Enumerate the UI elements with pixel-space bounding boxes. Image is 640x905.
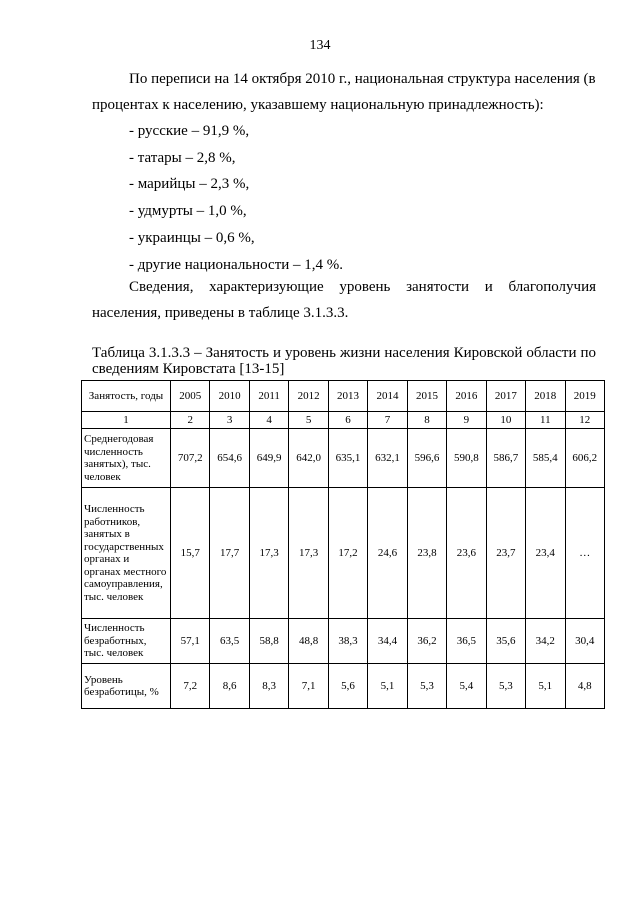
data-cell: 635,1 — [328, 429, 367, 488]
data-cell: 17,2 — [328, 488, 367, 619]
data-cell: 36,5 — [447, 619, 486, 664]
list-item: - удмурты – 1,0 %, — [129, 203, 247, 220]
data-cell: 606,2 — [565, 429, 604, 488]
data-cell: 5,4 — [447, 664, 486, 709]
nationality-list — [129, 118, 343, 278]
data-cell: 596,6 — [407, 429, 446, 488]
intro-paragraph: По переписи на 14 октября 2010 г., национальная структура населения (в процентах к населению, указавшему национальную принадлежность): — [92, 71, 596, 113]
data-cell: 36,2 — [407, 619, 446, 664]
list-item: - украинцы – 0,6 %, — [129, 229, 255, 246]
year-header-cell: 2019 — [565, 381, 604, 412]
data-cell: 649,9 — [249, 429, 288, 488]
data-cell: 632,1 — [368, 429, 407, 488]
data-cell: 34,4 — [368, 619, 407, 664]
year-header-cell: 2018 — [526, 381, 565, 412]
list-item: - марийцы – 2,3 %, — [129, 176, 250, 193]
data-cell: 5,1 — [368, 664, 407, 709]
column-number-cell: 2 — [171, 412, 210, 429]
column-number-cell: 12 — [565, 412, 604, 429]
list-item: - русские – 91,9 %, — [129, 123, 250, 139]
data-cell: 63,5 — [210, 619, 249, 664]
table-row — [82, 429, 605, 488]
row-label: Среднегодовая численность занятых), тыс. человек — [82, 429, 171, 488]
data-cell: 24,6 — [368, 488, 407, 619]
column-number-cell: 6 — [328, 412, 367, 429]
year-header-cell: 2017 — [486, 381, 525, 412]
year-header-cell: 2016 — [447, 381, 486, 412]
data-cell: 585,4 — [526, 429, 565, 488]
column-number-cell: 10 — [486, 412, 525, 429]
year-header-cell: 2014 — [368, 381, 407, 412]
corner-header-cell: Занятость, годы — [82, 381, 171, 412]
column-number-cell: 4 — [249, 412, 288, 429]
column-number-cell: 8 — [407, 412, 446, 429]
data-cell: 7,1 — [289, 664, 328, 709]
data-cell: 5,3 — [407, 664, 446, 709]
data-cell: 5,1 — [526, 664, 565, 709]
data-cell: 35,6 — [486, 619, 525, 664]
row-label: Численность работников, занятых в государственных органах и органах местного самоуправления, тыс. человек — [82, 488, 171, 619]
data-cell: 4,8 — [565, 664, 604, 709]
table-row — [82, 488, 605, 619]
data-cell: 5,6 — [328, 664, 367, 709]
data-cell: 23,6 — [447, 488, 486, 619]
table-header-row — [82, 381, 605, 412]
data-cell: 8,3 — [249, 664, 288, 709]
list-item: - татары – 2,8 %, — [129, 149, 236, 166]
column-number-cell: 9 — [447, 412, 486, 429]
table-row — [82, 664, 605, 709]
data-cell: 48,8 — [289, 619, 328, 664]
year-header-cell: 2011 — [249, 381, 288, 412]
data-cell: 57,1 — [171, 619, 210, 664]
data-cell: 707,2 — [171, 429, 210, 488]
data-cell: 7,2 — [171, 664, 210, 709]
column-number-cell: 7 — [368, 412, 407, 429]
column-number-cell: 1 — [82, 412, 171, 429]
table-row — [82, 619, 605, 664]
data-cell: 8,6 — [210, 664, 249, 709]
employment-table — [81, 380, 605, 709]
data-cell: 654,6 — [210, 429, 249, 488]
column-number-cell: 3 — [210, 412, 249, 429]
column-number-cell: 11 — [526, 412, 565, 429]
list-item: - другие национальности – 1,4 %. — [129, 256, 344, 273]
row-label: Уровень безработицы, % — [82, 664, 171, 709]
year-header-cell: 2010 — [210, 381, 249, 412]
data-cell: … — [565, 488, 604, 619]
table-caption: Таблица 3.1.3.3 – Занятость и уровень жизни населения Кировской области по сведениям Кировстата [13-15] — [92, 345, 596, 377]
data-cell: 23,4 — [526, 488, 565, 619]
data-cell: 586,7 — [486, 429, 525, 488]
year-header-cell: 2005 — [171, 381, 210, 412]
page-number: 134 — [309, 38, 331, 53]
data-cell: 642,0 — [289, 429, 328, 488]
data-cell: 23,8 — [407, 488, 446, 619]
data-cell: 23,7 — [486, 488, 525, 619]
data-cell: 5,3 — [486, 664, 525, 709]
data-cell: 15,7 — [171, 488, 210, 619]
data-cell: 58,8 — [249, 619, 288, 664]
year-header-cell: 2015 — [407, 381, 446, 412]
data-cell: 590,8 — [447, 429, 486, 488]
row-label: Численность безработных, тыс. человек — [82, 619, 171, 664]
column-number-cell: 5 — [289, 412, 328, 429]
data-cell: 17,7 — [210, 488, 249, 619]
column-number-row — [82, 412, 605, 429]
data-cell: 17,3 — [249, 488, 288, 619]
employment-paragraph: Сведения, характеризующие уровень занятости и благополучия населения, приведены в таблице 3.1.3.3. — [92, 279, 596, 321]
data-cell: 34,2 — [526, 619, 565, 664]
data-cell: 30,4 — [565, 619, 604, 664]
year-header-cell: 2012 — [289, 381, 328, 412]
year-header-cell: 2013 — [328, 381, 367, 412]
data-cell: 17,3 — [289, 488, 328, 619]
data-cell: 38,3 — [328, 619, 367, 664]
